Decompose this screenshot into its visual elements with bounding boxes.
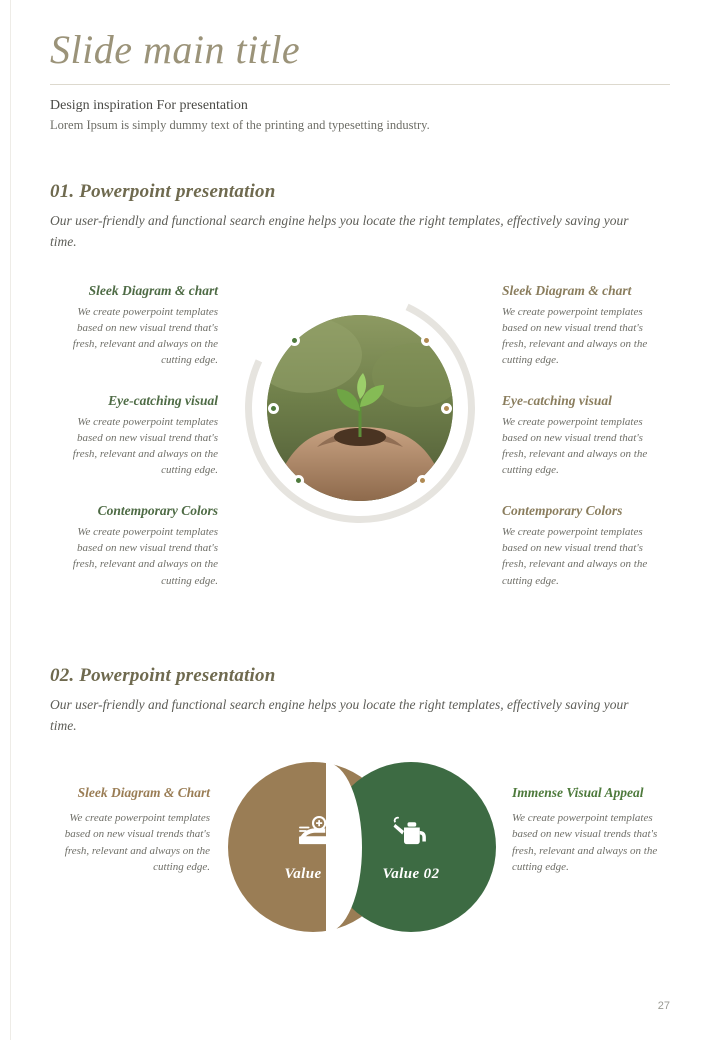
connector-dot	[289, 335, 300, 346]
section-02	[50, 665, 670, 963]
item-title: Sleek Diagram & chart	[502, 282, 632, 298]
item-title: Sleek Diagram & chart	[88, 282, 218, 298]
item-title: Sleek Diagram & Chart	[77, 785, 210, 801]
item-title: Contemporary Colors	[97, 502, 218, 518]
connector-dot	[293, 475, 304, 486]
item-title: Contemporary Colors	[502, 502, 623, 518]
circle-diagram	[50, 275, 670, 605]
section-02-description: Our user-friendly and functional search engine helps you locate the right templates, effectively saving your time.	[50, 696, 629, 733]
item-title: Eye-catching visual	[108, 392, 218, 408]
section-01	[50, 181, 670, 605]
list-item[interactable]	[502, 283, 670, 369]
page-subtitle: Design inspiration For presentation	[50, 98, 248, 113]
connector-dot	[268, 403, 279, 414]
item-body: We create powerpoint templates based on new visual trend that's fresh, relevant and always on the cutting edge.	[72, 415, 218, 477]
venn-left-label: Value 01	[284, 866, 342, 883]
circle-graphic	[235, 275, 485, 575]
title-divider	[50, 84, 670, 85]
section-02-heading: 02. Powerpoint presentation	[50, 664, 276, 686]
diagram-right-column	[502, 283, 670, 613]
item-body: We create powerpoint templates based on new visual trend that's fresh, relevant and always on the cutting edge.	[72, 305, 218, 367]
venn-left-text	[50, 784, 210, 875]
item-title: Immense Visual Appeal	[512, 785, 644, 801]
left-accent-bar	[0, 0, 11, 1040]
page-number: 27	[657, 1000, 670, 1012]
watering-can-icon	[326, 810, 496, 857]
item-body: We create powerpoint templates based on new visual trend that's fresh, relevant and always on the cutting edge.	[72, 525, 218, 587]
venn-diagram	[50, 762, 670, 962]
item-body: We create powerpoint templates based on new visual trends that's fresh, relevant and always on the cutting edge.	[64, 811, 210, 873]
list-item[interactable]	[50, 503, 218, 589]
list-item[interactable]	[502, 393, 670, 479]
diagram-left-column	[50, 283, 218, 613]
item-body: We create powerpoint templates based on new visual trends that's fresh, relevant and always on the cutting edge.	[512, 811, 658, 873]
section-01-heading: 01. Powerpoint presentation	[50, 180, 276, 202]
connector-dot	[421, 335, 432, 346]
venn-graphic	[228, 762, 496, 934]
venn-right-label: Value 02	[382, 866, 440, 883]
venn-right-text	[512, 784, 672, 875]
page-description: Lorem Ipsum is simply dummy text of the printing and typesetting industry.	[50, 118, 430, 132]
list-item[interactable]	[502, 503, 670, 589]
item-body: We create powerpoint templates based on new visual trend that's fresh, relevant and always on the cutting edge.	[502, 415, 648, 477]
list-item[interactable]	[50, 393, 218, 479]
item-body: We create powerpoint templates based on new visual trend that's fresh, relevant and always on the cutting edge.	[502, 525, 648, 587]
item-body: We create powerpoint templates based on new visual trend that's fresh, relevant and always on the cutting edge.	[502, 305, 648, 367]
connector-dot	[417, 475, 428, 486]
connector-dot	[441, 403, 452, 414]
list-item[interactable]	[50, 283, 218, 369]
item-title: Eye-catching visual	[502, 392, 612, 408]
section-01-description: Our user-friendly and functional search engine helps you locate the right templates, effectively saving your time.	[50, 212, 629, 249]
page-title: Slide main title	[50, 27, 301, 72]
slide-content	[50, 0, 670, 1040]
